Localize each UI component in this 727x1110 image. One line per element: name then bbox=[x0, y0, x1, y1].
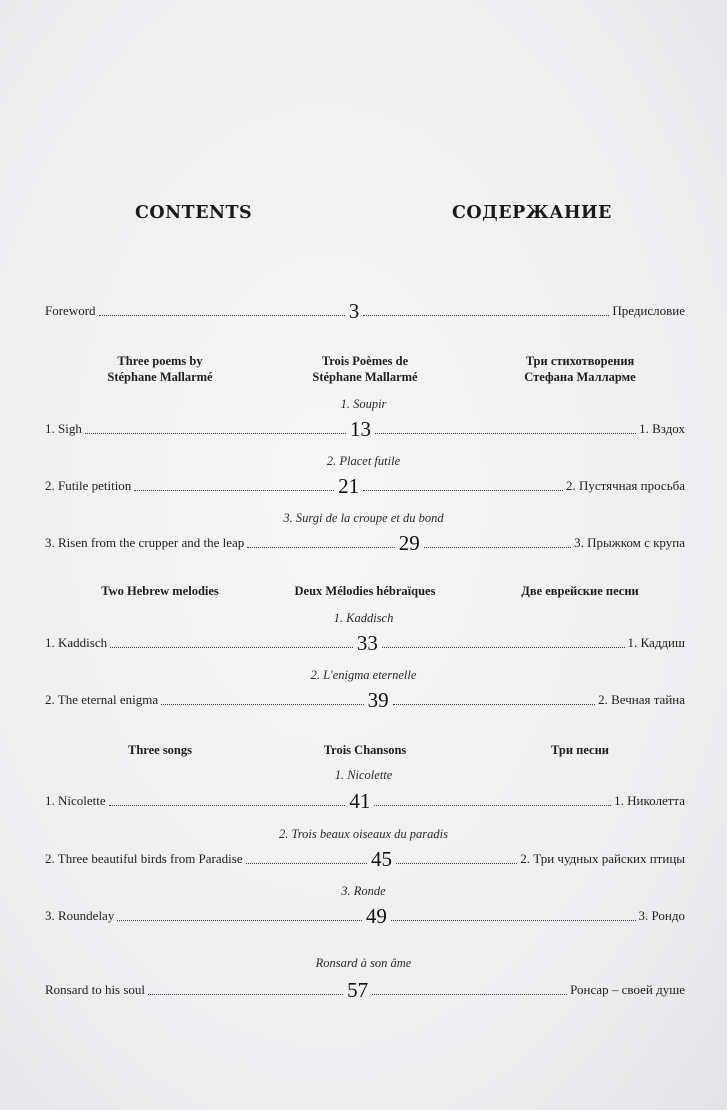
section-header-french bbox=[260, 353, 470, 385]
entry-title-russian: 2. Вечная тайна bbox=[598, 692, 686, 707]
toc-entry[interactable] bbox=[45, 630, 685, 656]
dot-leader bbox=[246, 862, 367, 864]
entry-title-russian: 2. Три чудных райских птицы bbox=[520, 851, 686, 866]
toc-entry[interactable] bbox=[45, 473, 685, 499]
page-number: 57 bbox=[347, 977, 369, 1002]
section-header-french: Trois Chansons bbox=[323, 743, 407, 757]
page-number: 49 bbox=[365, 903, 387, 928]
page-number: 29 bbox=[398, 530, 420, 555]
dot-leader bbox=[372, 993, 567, 995]
entry-subtitle-french: 2. L'enigma eternelle bbox=[310, 668, 417, 682]
entry-title-russian: 1. Вздох bbox=[639, 421, 685, 436]
dot-leader bbox=[110, 646, 353, 648]
toc-entry[interactable] bbox=[45, 687, 685, 713]
entry-title-english: 2. Futile petition bbox=[45, 478, 132, 493]
entry-title-english: 3. Roundelay bbox=[45, 908, 115, 923]
dot-leader bbox=[396, 862, 517, 864]
dot-leader bbox=[363, 489, 563, 491]
page-number: 13 bbox=[349, 416, 371, 441]
dot-leader bbox=[134, 489, 334, 491]
dot-leader bbox=[382, 646, 625, 648]
entry-title-russian: Ронсар – своей душе bbox=[570, 982, 685, 997]
dot-leader bbox=[374, 804, 611, 806]
dot-leader bbox=[148, 993, 343, 995]
toc-entry[interactable] bbox=[45, 788, 685, 814]
dot-leader bbox=[424, 546, 571, 548]
entry-subtitle-french: 3. Surgi de la croupe et du bond bbox=[283, 511, 444, 525]
page-number: 41 bbox=[349, 788, 371, 813]
dot-leader bbox=[393, 703, 596, 705]
toc-entry[interactable] bbox=[45, 903, 685, 929]
section-header-french: Deux Mélodies hébraïques bbox=[294, 584, 436, 598]
entry-title-english: Ronsard to his soul bbox=[45, 982, 146, 997]
contents-heading-russian: СОДЕРЖАНИЕ bbox=[452, 203, 612, 223]
entry-title-english: 2. The eternal enigma bbox=[45, 692, 159, 707]
entry-subtitle-french: 1. Nicolette bbox=[334, 768, 393, 782]
page-number: 21 bbox=[338, 473, 360, 498]
entry-title-russian: Предисловие bbox=[612, 303, 686, 318]
toc-entry-foreword[interactable] bbox=[45, 298, 685, 324]
section-header-russian bbox=[470, 353, 690, 385]
section-header-russian: Три песни bbox=[551, 743, 609, 757]
entry-subtitle-french: 1. Soupir bbox=[340, 397, 387, 411]
entry-title-english: 2. Three beautiful birds from Paradise bbox=[45, 851, 243, 866]
header-line: Three poems by Stéphane Mallarmé bbox=[107, 354, 213, 384]
entry-title-english: 3. Risen from the crupper and the leap bbox=[45, 535, 245, 550]
entry-title-russian: 1. Николетта bbox=[614, 793, 686, 808]
dot-leader bbox=[161, 703, 364, 705]
dot-leader bbox=[363, 314, 609, 316]
header-line: Три стихотворения Стефана Малларме bbox=[524, 354, 636, 384]
entry-subtitle-french: 3. Ronde bbox=[341, 884, 386, 898]
entry-subtitle-french: 2. Trois beaux oiseaux du paradis bbox=[279, 827, 448, 841]
entry-title-english: 1. Kaddisch bbox=[45, 635, 108, 650]
contents-heading-english: CONTENTS bbox=[135, 203, 253, 223]
entry-title-english: Foreword bbox=[45, 303, 96, 318]
entry-subtitle-french: 2. Placet futile bbox=[326, 454, 401, 468]
dot-leader bbox=[109, 804, 346, 806]
page-number: 3 bbox=[348, 298, 360, 323]
entry-title-russian: 2. Пустячная просьба bbox=[566, 478, 686, 493]
dot-leader bbox=[117, 919, 362, 921]
page-number: 45 bbox=[370, 846, 392, 871]
dot-leader bbox=[247, 546, 394, 548]
dot-leader bbox=[375, 432, 636, 434]
dot-leader bbox=[99, 314, 345, 316]
header-line: Trois Poèmes de Stéphane Mallarmé bbox=[312, 354, 418, 384]
toc-entry[interactable] bbox=[45, 977, 685, 1003]
entry-title-english: 1. Nicolette bbox=[45, 793, 106, 808]
toc-entry[interactable] bbox=[45, 416, 685, 442]
section-header-english: Three songs bbox=[127, 743, 192, 757]
toc-entry[interactable] bbox=[45, 846, 685, 872]
page-number: 33 bbox=[356, 630, 378, 655]
entry-title-russian: 1. Каддиш bbox=[627, 635, 686, 650]
dot-leader bbox=[85, 432, 346, 434]
section-header-english bbox=[55, 353, 265, 385]
toc-entry[interactable] bbox=[45, 530, 685, 556]
entry-subtitle-french: 1. Kaddisch bbox=[333, 611, 394, 625]
entry-title-russian: 3. Прыжком с крупа bbox=[574, 535, 685, 550]
page-number: 39 bbox=[367, 687, 389, 712]
entry-subtitle-french: Ronsard à son âme bbox=[315, 956, 412, 970]
section-header-english: Two Hebrew melodies bbox=[101, 584, 219, 598]
dot-leader bbox=[391, 919, 636, 921]
entry-title-russian: 3. Рондо bbox=[638, 908, 685, 923]
entry-title-english: 1. Sigh bbox=[45, 421, 82, 436]
section-header-russian: Две еврейские песни bbox=[521, 584, 639, 598]
